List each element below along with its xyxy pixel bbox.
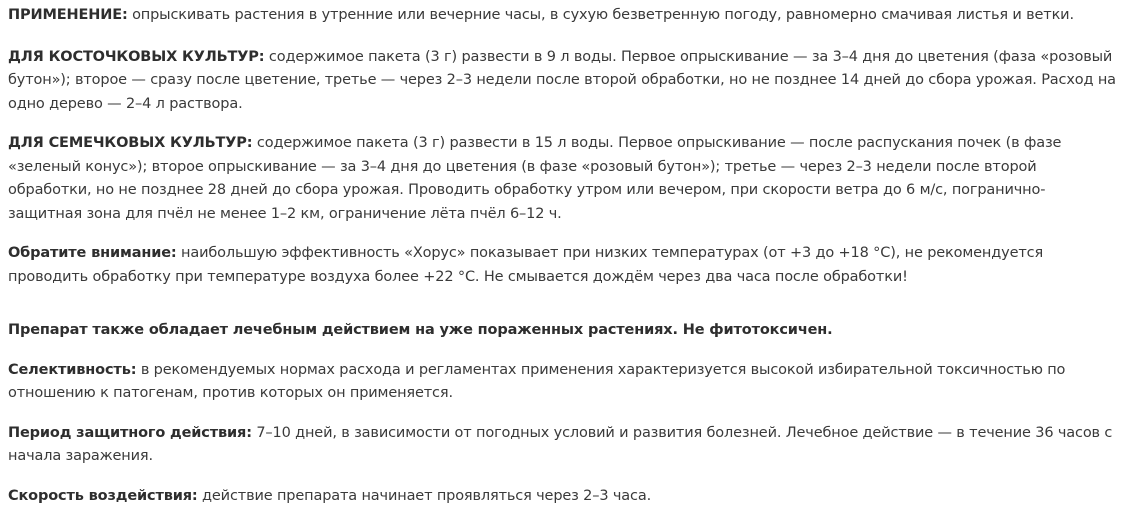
text-stone-fruit: содержимое пакета (3 г) развести в 9 л воды. Первое опрыскивание — за 3–4 дня до цветения (фаза «розовый бутон»); второе — сразу после цветение, третье — через 2–3 недели после второй обработки, но не позднее 14 дней до сбора урожая. Расход на одно дерево — 2–4 л раствора. xyxy=(8,48,1116,112)
label-curative-note: Препарат также обладает лечебным действием на уже пораженных растениях. Не фитотоксичен. xyxy=(8,322,833,338)
text-pome-fruit: содержимое пакета (3 г) развести в 15 л воды. Первое опрыскивание — после распускания почек (в фазе «зеленый конус»); второе опрыскивание — за 3–4 дня до цветения (в фазе «розовый бутон»); третье — через 2–3 недели после второй обработки, но не позднее 28 дней до сбора урожая. Проводить обработку утром или вечером, при скорости ветра до 6 м/с, погранично-защитная зона для пчёл не менее 1–2 км, ограничение лёта пчёл 6–12 ч. xyxy=(8,135,1062,222)
paragraph-protection-period xyxy=(8,422,1119,469)
label-selectivity: Селективность: xyxy=(8,361,137,378)
paragraph-attention xyxy=(8,242,1119,289)
label-protection-period: Период защитного действия: xyxy=(8,424,252,441)
label-application: ПРИМЕНЕНИЕ: xyxy=(8,7,128,23)
text-action-speed: действие препарата начинает проявляться через 2–3 часа. xyxy=(197,487,652,504)
label-attention: Обратите внимание: xyxy=(8,245,177,261)
paragraph-action-speed xyxy=(8,485,1119,509)
text-attention: наибольшую эффективность «Хорус» показывает при низких температурах (от +3 до +18 °С), не рекомендуется проводить обработку при температуре воздуха более +22 °С. Не смывается дождём через два часа после обработки! xyxy=(8,245,1044,285)
label-action-speed: Скорость воздействия: xyxy=(8,487,198,504)
text-selectivity: в рекомендуемых нормах расхода и регламентах применения характеризуется высокой избирательной токсичностью по отношению к патогенам, против которых он применяется. xyxy=(8,361,1066,401)
text-protection-period: 7–10 дней, в зависимости от погодных условий и развития болезней. Лечебное действие — в течение 36 часов с начала заражения. xyxy=(8,424,1113,464)
label-stone-fruit: ДЛЯ КОСТОЧКОВЫХ КУЛЬТУР: xyxy=(8,48,265,65)
paragraph-selectivity xyxy=(8,359,1119,406)
text-application: опрыскивать растения в утренние или вечерние часы, в сухую безветренную погоду, равномерно смачивая листья и ветки. xyxy=(127,7,1074,23)
paragraph-pome-fruit xyxy=(8,132,1119,226)
paragraph-application xyxy=(8,4,1119,28)
paragraph-curative-note xyxy=(8,319,1119,343)
label-pome-fruit: ДЛЯ СЕМЕЧКОВЫХ КУЛЬТУР: xyxy=(8,135,253,151)
paragraph-stone-fruit xyxy=(8,46,1119,117)
